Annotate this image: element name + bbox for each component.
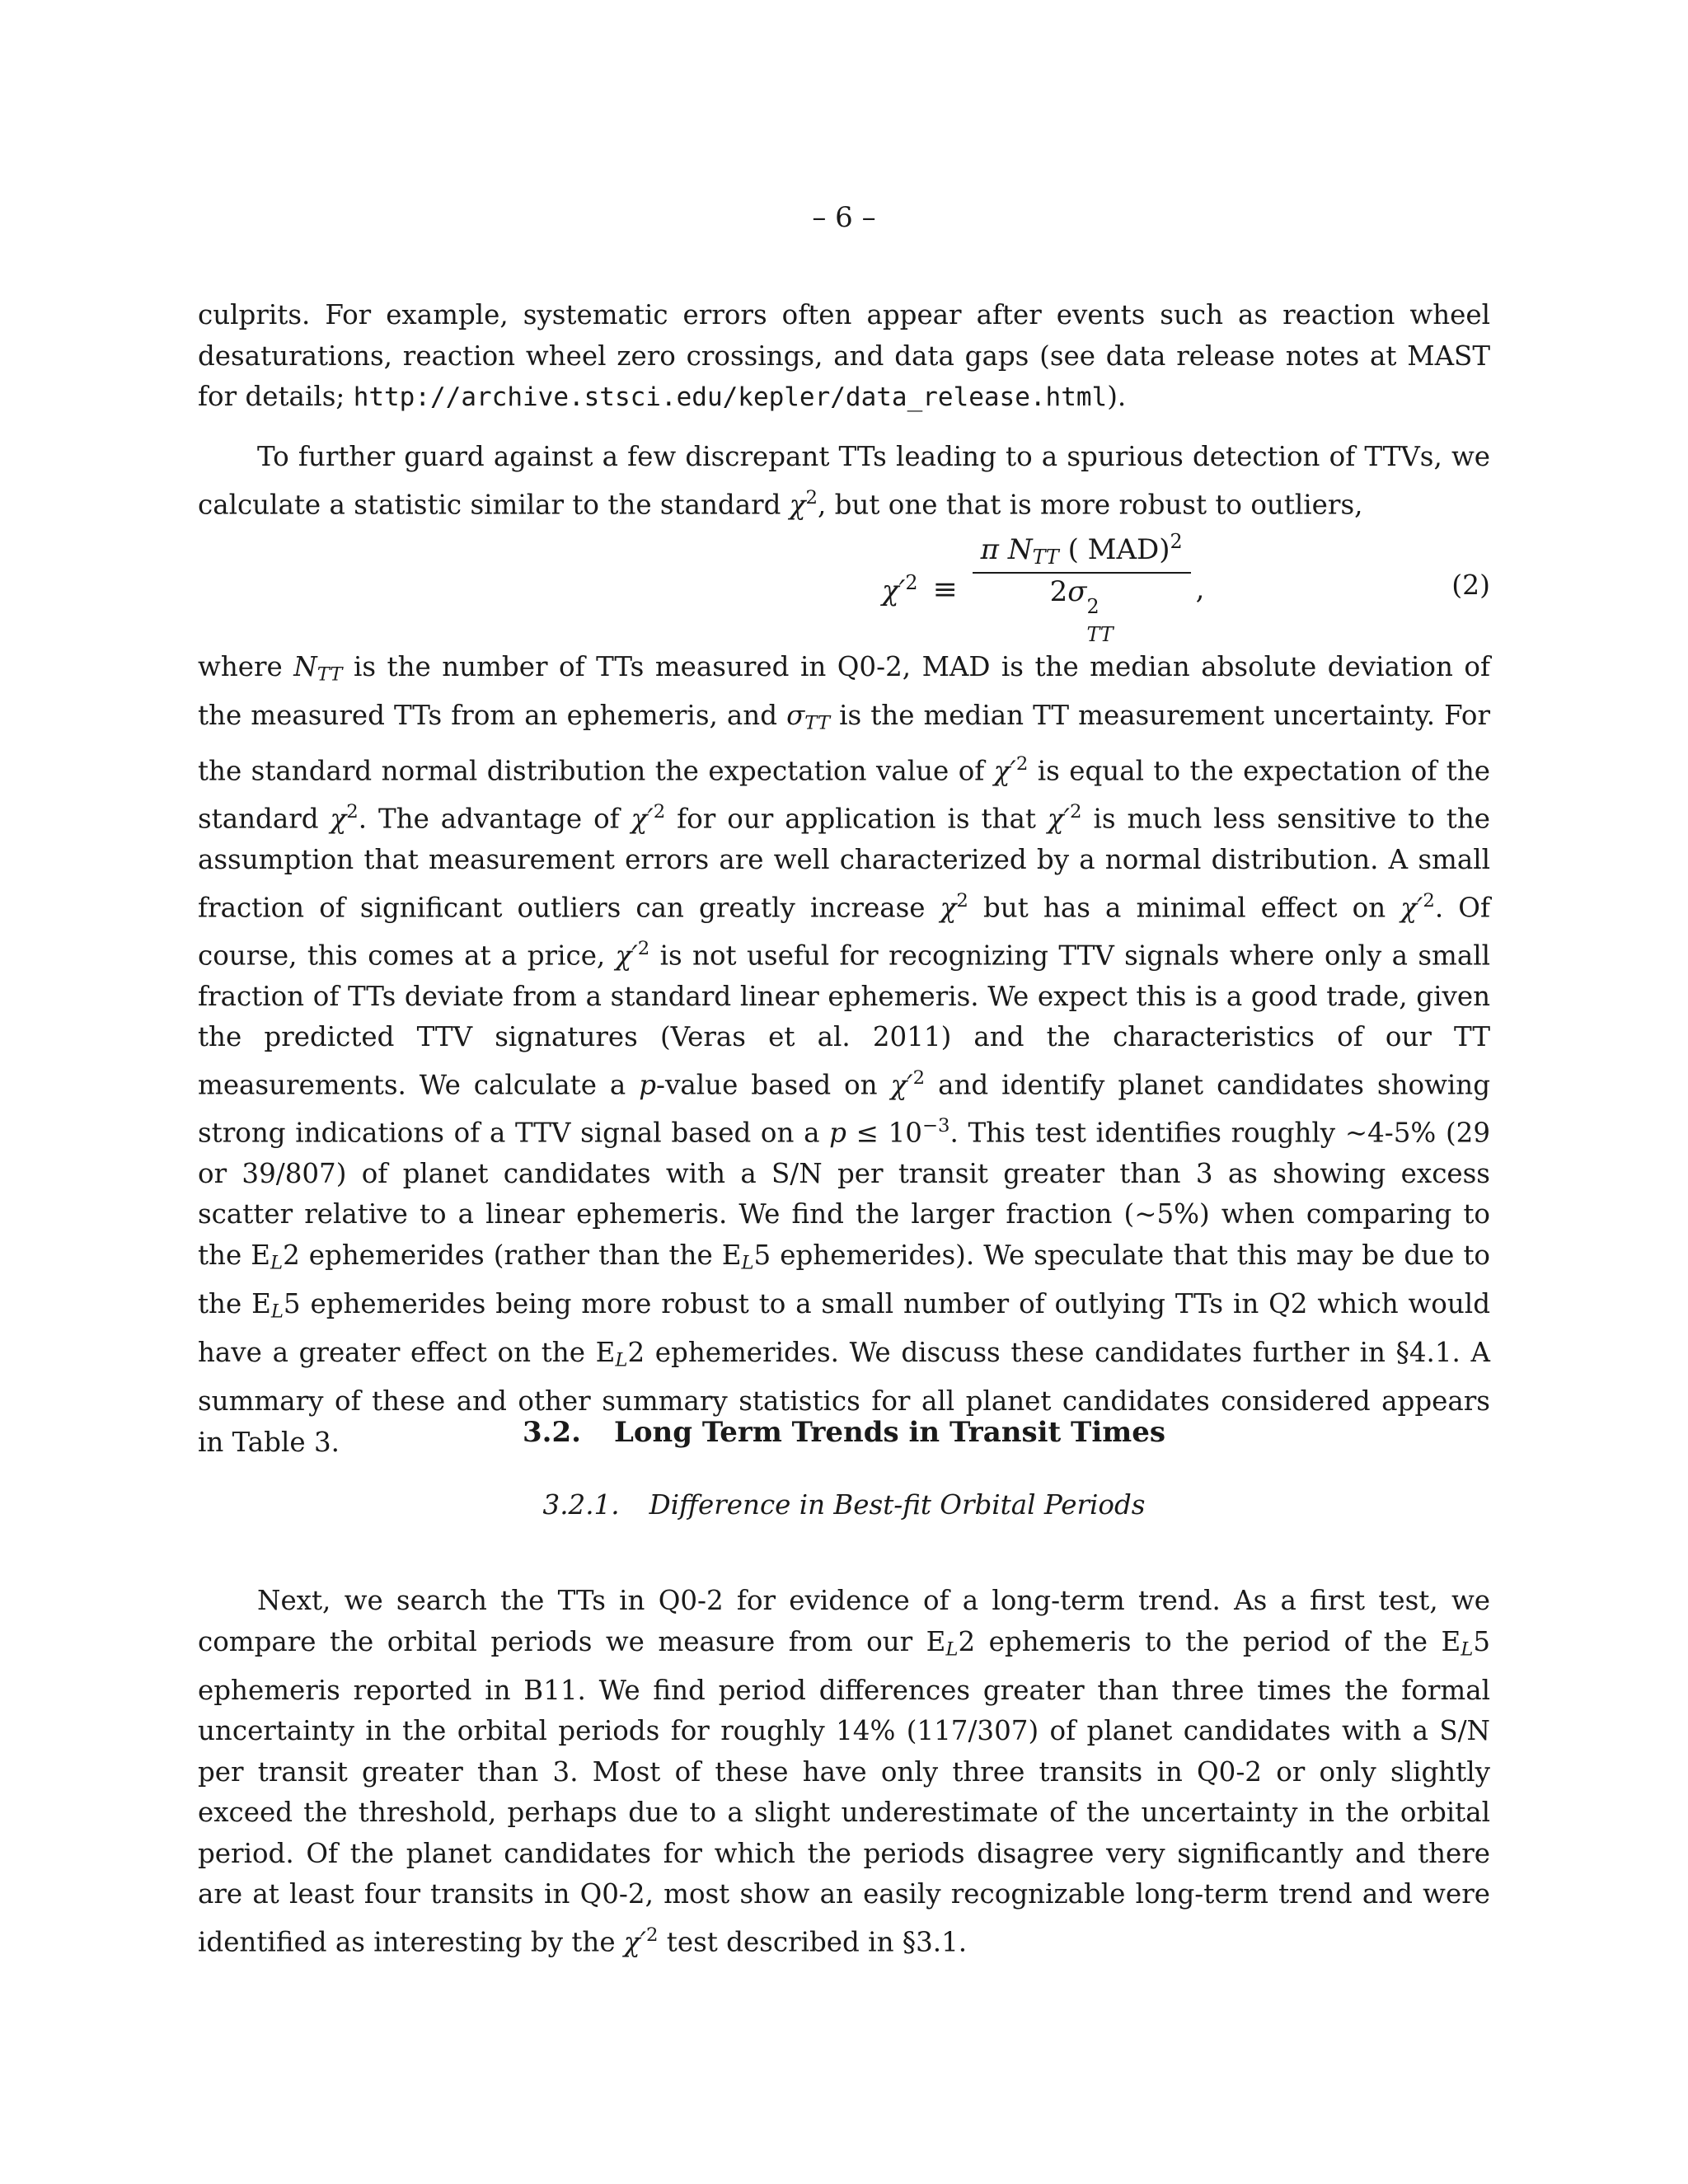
p3-t11: -value based on	[656, 1069, 891, 1101]
chi-prime-3: χ′	[1047, 803, 1070, 835]
section-number: 3.2.	[522, 1416, 581, 1449]
sigma-symbol: σ	[1067, 574, 1087, 608]
page-number: – 6 –	[812, 201, 876, 234]
chi-sup: 2	[805, 486, 818, 509]
lhs-chi-prime: χ′	[882, 574, 906, 608]
chi-prime-2-sup: 2	[653, 801, 666, 823]
p4-chi-prime-sup: 2	[645, 1924, 659, 1946]
p3-t4: is equal to the expectation of the standard	[198, 755, 1490, 835]
equation-comma: ,	[1195, 573, 1205, 606]
chi-prime-1-sup: 2	[1015, 753, 1029, 776]
den-two: 2	[1049, 574, 1068, 608]
el-sub-4: L	[615, 1349, 628, 1371]
subsection-heading	[0, 1489, 1688, 1521]
mad-sup: 2	[1170, 529, 1183, 553]
exponent-minus-three: −3	[921, 1114, 950, 1137]
n-tt-sub: TT	[316, 663, 343, 686]
p3-t6: for our application is that	[665, 803, 1048, 835]
section-heading	[0, 1416, 1688, 1449]
p3-t12: and identify planet candidates showing strong indications of a TTV signal based on a	[198, 1069, 1491, 1149]
p-leq-symbol: p ≤	[829, 1117, 879, 1149]
el-sub-2: L	[741, 1252, 754, 1274]
para2-text-a: To further guard against a few discrepant TTs leading to a spurious detection of TTVs, we calculate a statistic similar to the standard	[198, 441, 1490, 520]
subsection-title: Difference in Best-fit Orbital Periods	[649, 1489, 1146, 1521]
para1-text-a: culprits. For example, systematic errors often appear after events such as reaction wheel desaturations, reaction wheel zero crossings, and data gaps (see data release notes at MAST for details;	[198, 299, 1490, 412]
sigma-scripts	[1086, 593, 1113, 649]
pi-symbol: π	[980, 532, 999, 566]
p3-t15: 2 ephemerides (rather than the E	[283, 1239, 742, 1271]
chi-2-sup: 2	[956, 889, 968, 912]
p3-t2: is the number of TTs measured in Q0-2, MAD is the median absolute deviation of the measured TTs from an ephemeris, and	[198, 651, 1490, 732]
paragraph-orbital-periods	[198, 1581, 1490, 1963]
p3-t3: is the median TT measurement uncertainty. For the standard normal distribution the expectation value of	[198, 700, 1490, 787]
n-symbol: N	[1007, 532, 1033, 566]
equation-body	[882, 529, 1205, 647]
chi-prime-4-sup: 2	[1423, 889, 1435, 912]
p4-t4: test described in §3.1.	[658, 1926, 968, 1958]
p3-t10: is not useful for recognizing TTV signals where only a small fraction of TTs deviate from a standard linear ephemeris. We expect this is a good trade, given the predicted TTV signatures (Veras et al. 2011) and the characteristics of our TT measurements. We calculate a	[198, 940, 1490, 1101]
p-symbol: p	[639, 1069, 657, 1101]
chi-1-sup: 2	[346, 801, 359, 823]
p3-t5: . The advantage of	[358, 803, 631, 835]
mad-term: ( MAD)	[1067, 532, 1170, 566]
p3-t8: but has a minimal effect on	[968, 892, 1401, 924]
chi-prime-3-sup: 2	[1070, 801, 1082, 823]
p3-t17: 5 ephemerides being more robust to a small number of outlying TTs in Q2 which would have a greater effect on the E	[198, 1288, 1490, 1369]
paragraph-mad-definition	[198, 647, 1490, 1463]
chi-2: χ	[940, 892, 957, 924]
n-tt-symbol: N	[293, 651, 317, 682]
sigma-tt-sub: TT	[804, 712, 831, 734]
lhs-sup: 2	[905, 570, 918, 594]
p3-t16: 5 ephemerides). We speculate that this may be due to the E	[198, 1239, 1490, 1320]
p3-t7: is much less sensitive to the assumption that measurement errors are well characterized by a normal distribution. A small fraction of significant outliers can greatly increase	[198, 803, 1490, 924]
fraction-denominator	[1050, 574, 1114, 649]
chi-prime-5-sup: 2	[637, 937, 650, 959]
chi-prime-6: χ′	[890, 1069, 913, 1101]
section-title: Long Term Trends in Transit Times	[613, 1416, 1166, 1449]
el-sub-1: L	[270, 1252, 284, 1274]
p3-t14: . This test identifies roughly ∼4-5% (29 or 39/807) of planet candidates with a S/N per transit greater than 3 as showing excess scatter relative to a linear ephemeris. We find the larger fraction (∼5%) when comparing to the E	[198, 1117, 1491, 1271]
p3-t9: . Of course, this comes at a price,	[198, 892, 1490, 972]
p4-el-sub-2: L	[1461, 1638, 1474, 1661]
sigma-tt-symbol: σ	[786, 700, 805, 732]
p4-el-sub-1: L	[945, 1638, 959, 1661]
chi-prime-2: χ′	[631, 803, 654, 835]
p4-chi-prime: χ′	[623, 1926, 646, 1958]
p3-t1: where	[198, 651, 294, 682]
chi-prime-1: χ′	[993, 755, 1016, 787]
n-subscript: TT	[1032, 545, 1059, 569]
para2-text-b: , but one that is more robust to outliers,	[817, 489, 1363, 520]
p4-t1: Next, we search the TTs in Q0-2 for evidence of a long-term trend. As a first test, we compare the orbital periods we measure from our E	[198, 1585, 1490, 1657]
p4-t3: 5 ephemeris reported in B11. We find period differences greater than three times the formal uncertainty in the orbital periods for roughly 14% (117/307) of planet candidates with a S/N per transit greater than 3. Most of these have only three transits in Q0-2 or only slightly exceed the threshold, perhaps due to a slight underestimate of the uncertainty in the orbital period. Of the planet candidates for which the periods disagree very significantly and there are at least four transits in Q0-2, most show an easily recognizable long-term trend and were identified as interesting by the	[198, 1625, 1490, 1958]
sigma-sup: 2	[1086, 595, 1100, 619]
para1-text-b: ).	[1107, 381, 1127, 412]
equation-number: (2)	[1451, 569, 1490, 601]
equation-lhs	[882, 571, 917, 607]
p3-t18: 2 ephemerides. We discuss these candidates further in §4.1. A summary of these and other summary statistics for all planet candidates considered appears in Table 3.	[198, 1337, 1491, 1458]
subsection-number: 3.2.1.	[542, 1489, 620, 1521]
paragraph-continuation	[198, 295, 1490, 419]
chi-1: χ	[330, 803, 347, 835]
p4-t2: 2 ephemeris to the period of the E	[958, 1625, 1461, 1657]
equation-fraction	[973, 530, 1191, 649]
chi-prime-6-sup: 2	[912, 1066, 926, 1089]
equiv-sign: ≡	[932, 572, 958, 607]
chi-prime-4: χ′	[1400, 892, 1423, 924]
fraction-numerator	[973, 530, 1191, 574]
paragraph-chi-statistic	[198, 437, 1490, 526]
data-release-url[interactable]: http://archive.stsci.edu/kepler/data_release.html	[353, 382, 1108, 412]
el-sub-3: L	[270, 1301, 284, 1323]
equation-2	[198, 529, 1490, 647]
chi-prime-5: χ′	[615, 940, 638, 972]
sigma-sub: TT	[1086, 623, 1114, 647]
chi-symbol: χ	[789, 489, 806, 520]
p3-t13: 10	[878, 1117, 922, 1149]
